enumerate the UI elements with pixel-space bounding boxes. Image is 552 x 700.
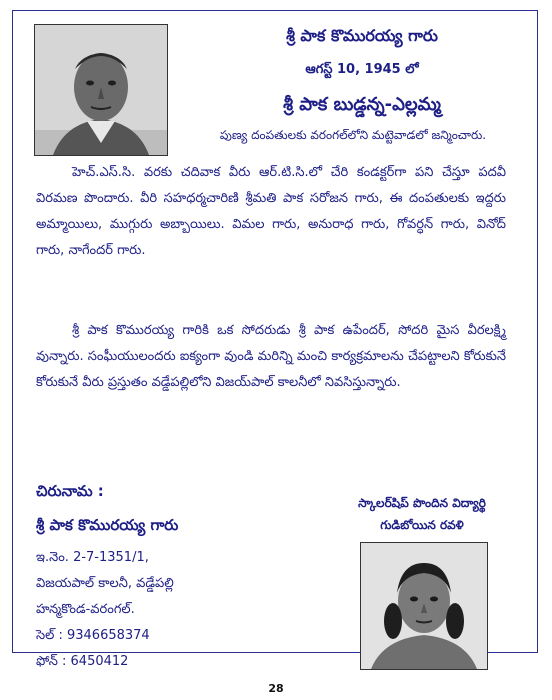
scholarship-caption-line2: గుడిబోయిన రవళి [380, 518, 464, 532]
scholarship-caption-line1: స్కాలర్‌షిప్ పొందిన విద్యార్థి [358, 496, 486, 510]
address-colony: విజయపాల్ కాలనీ, వడ్డేపల్లి [36, 576, 174, 591]
address-city: హన్మకొండ-వరంగల్. [36, 602, 135, 617]
header-birth-line: పుణ్య దంపతులకు వరంగల్‌లోని మట్టెవాడలో జన్మించారు. [219, 128, 487, 142]
address-house-no: ఇ.నెం. 2-7-1351/1, [36, 550, 149, 565]
address-cell: సెల్ : 9346658374 [36, 628, 150, 643]
page-number: 28 [268, 682, 284, 695]
address-heading: చిరునామ : [36, 482, 104, 500]
address-name: శ్రీ పాక కొమురయ్య గారు [36, 516, 179, 534]
header-title: శ్రీ పాక కొమురయ్య గారు [286, 26, 438, 45]
body-paragraph-1: హెచ్.ఎస్.సి. వరకు చదివాక వీరు ఆర్.టి.సి.లో చేరి కండక్టర్‌గా పని చేస్తూ పదవీ విరమణ పొందారు. వీరి సహధర్మచారిణి శ్రీమతి పాక సరోజన గారు, ఈ దంపతులకు ఇద్దరు అమ్మాయిలు, ముగ్గురు అబ్బాయిలు. విమల గారు, అనురాధ గారు, గోవర్ధన్ గారు, వినోద్ గారు, నాగేందర్ గారు. [36, 165, 506, 258]
portrait-photo-man [34, 24, 168, 156]
header-parents: శ్రీ పాక బుడ్డన్న-ఎల్లమ్మ [283, 94, 441, 115]
address-phone: ఫోన్ : 6450412 [36, 654, 129, 669]
body-paragraph-2: శ్రీ పాక కొమురయ్య గారికి ఒక సోదరుడు శ్రీ పాక ఉపేందర్, సోదరి మైస వీరలక్ష్మి వున్నారు. సంఘీయులందరు ఐక్యంగా వుండి మరిన్ని మంచి కార్యక్రమాలను చేపట్టాలని కోరుకునే కోరుకునే వీరు ప్రస్తుతం వడ్డేపల్లిలోని విజయ్‌పాల్ కాలనీలో నివసిస్తున్నారు. [36, 323, 506, 390]
portrait-photo-student [360, 542, 488, 670]
header-date: ఆగస్ట్ 10, 1945 లో [305, 62, 419, 77]
